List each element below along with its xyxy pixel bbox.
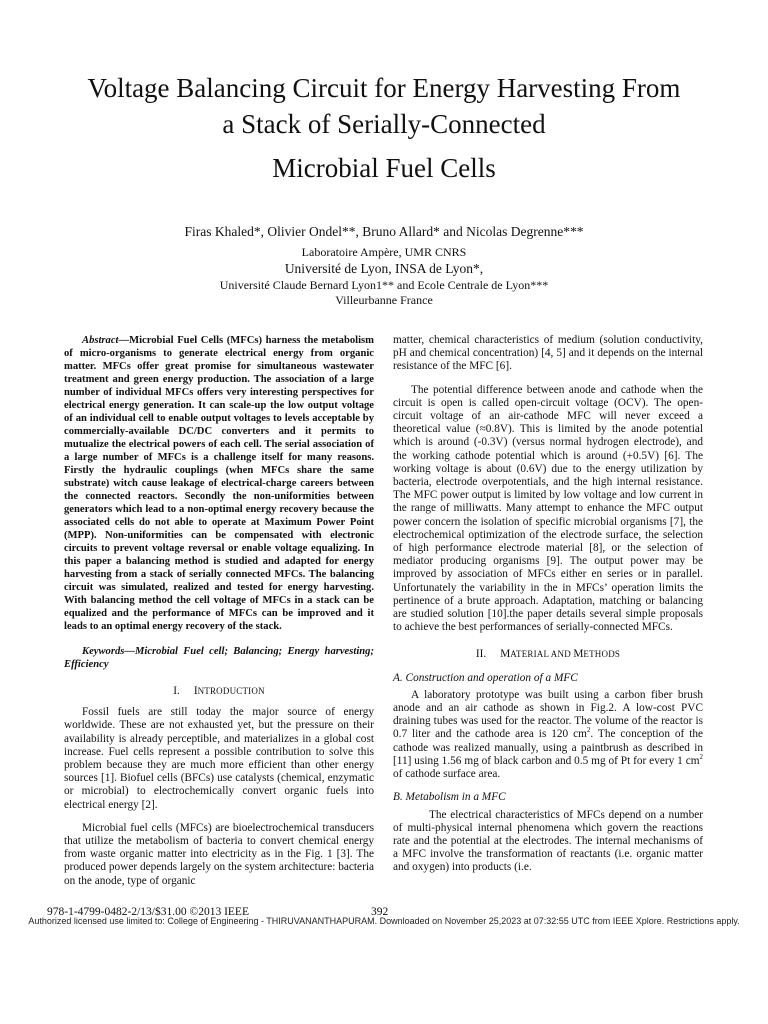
author-university: Université de Lyon, INSA de Lyon*,	[284, 261, 484, 276]
author-lab: Laboratoire Ampère, UMR CNRS	[301, 245, 467, 259]
right-paragraph-0: matter, chemical characteristics of medium (solution conductivity, pH and chemical concentration) [4, 5] and it depends on the internal resistance of the MFC [6].	[393, 334, 703, 373]
abstract-lead: Abstract	[82, 335, 119, 346]
intro-paragraph-1: Fossil fuels are still today the major source of energy worldwide. These are not exhausted yet, but the pressure on their availability is already perceptible, and materializes in a global cost increase. Fuel cells represent a possible contribution to solve this problem because they are much more efficient than other energy sources [1]. Biofuel cells (BFCs) use catalysts (chemical, enzymatic or microbial) to electrochemically convert organic fuels into electrical energy [2].	[64, 706, 374, 811]
section-title-rest: ETHODS	[583, 649, 621, 660]
isbn-copyright: 978-1-4799-0482-2/13/$31.00 ©2013 IEEE	[47, 906, 249, 918]
paper-title	[40, 70, 728, 186]
abstract	[64, 334, 374, 633]
title-line-3: Microbial Fuel Cells	[272, 153, 496, 183]
author-city: Villeurbanne France	[335, 293, 433, 307]
section-title-initial-2: M	[573, 648, 584, 661]
section-title-initial: I	[193, 685, 198, 697]
methods-paragraph-b: The electrical characteristics of MFCs depend on a number of multi-physical internal phenomena which govern the reactions rate and the potential at the electrodes. The internal mechanisms of a MFC involve the transformation of reactants (i.e. organic matter and oxygen) into products (i.e.	[393, 808, 703, 874]
section-heading-methods	[393, 648, 703, 661]
page-number: 392	[371, 906, 389, 918]
abstract-text: —Microbial Fuel Cells (MFCs) harness the metabolism of micro-organisms to generate electrical energy from organic matter. MFCs offer great promise for simultaneous wastewater treatment and green energy production. The association of a large number of individual MFCs offers very interesting perspectives for electrical energy generation. It can scale-up the low output voltage of an individual cell to enable output voltages to levels acceptable by commercially-available DC/DC converters and it permits to mutualize the electrical powers of each cell. The serial association of a large number of MFCs is a challenge itself for many reasons. Firstly the hydraulic couplings (when MFCs share the same substrate) witch cause leakage of electrical-charge careers between the connected reactors. Secondly the non-uniformities between generators which lead to a non-optimal energy recovery because the associated cells do not able to operate at Maximum Power Point (MPP). Non-uniformities can be compensated with electronic circuits to prevent voltage reversal or enable voltage equalizing. In this paper a balancing method is studied and adapted for energy harvesting from a stack of serially connected MFCs. The balancing circuit was simulated, realized and tested for energy harvesting. With balancing method the cell voltage of MFCs in a stack can be equalized and the performance of MFCs can be improved and it leads to an optimal energy recovery of the stack.	[64, 335, 374, 632]
section-heading-introduction	[64, 685, 374, 698]
methods-text-2: . The conception of the cathode was realized manually, using a paintbrush as described in [11] using 1.56 mg of black carbon and 0.5 mg of Pt for every 1 cm	[393, 728, 703, 767]
right-paragraph-1: The potential difference between anode and cathode when the circuit is open is called open-circuit voltage (OCV). The open-circuit voltage of an air-cathode MFC will never exceed a theoretical value (≈0.8V). This is limited by the anode potential which is around (-0.3V) (versus normal hydrogen electrode), and the working cathode potential which is around (+0.5V) [6]. The working voltage is about (0.6V) due to the energy utilization by bacteria, electrode overpotentials, and the high internal resistance. The MFC power output is limited by low voltage and low current in the range of milliwatts. Many attempt to enhance the MFC output power concern the isolation of specific microbial organisms [7], the electrochemical optimization of the electrode surface, the selection of high performance electrode material [8], or the selection of mediator producing organisms [9]. The output power may be improved by association of MFCs either en series or in parallel. Unfortunately the variability in the in MFCs’ operation limits the pertinence of a brute approach. Adaptation, matching or balancing are studied solution [10].the paper details several simple proposals to achieve the best performances of serially-connected MFCs.	[393, 383, 703, 634]
keywords: Keywords—Microbial Fuel cell; Balancing; Energy harvesting; Efficiency	[64, 646, 374, 670]
section-title-mid: ATERIAL AND	[510, 649, 574, 660]
methods-text-1: A laboratory prototype was built using a carbon fiber brush anode and an air cathode as shown in Fig.2. A low-cost PVC draining tubes was used for the reactor. The volume of the reactor is 0.7 liter and the cathode area is 120 cm	[393, 688, 703, 741]
section-title-rest: NTRODUCTION	[197, 686, 265, 696]
title-line-1: Voltage Balancing Circuit for Energy Harvesting From	[87, 73, 681, 103]
right-column	[393, 334, 703, 875]
methods-paragraph-a	[393, 689, 703, 781]
author-university-2: Université Claude Bernard Lyon1** and Ecole Centrale de Lyon***	[219, 278, 549, 292]
title-line-2: a Stack of Serially-Connected	[222, 109, 546, 139]
author-names: Firas Khaled*, Olivier Ondel**, Bruno Allard* and Nicolas Degrenne***	[184, 224, 584, 239]
left-column	[64, 334, 374, 888]
superscript: 2	[699, 753, 703, 762]
license-notice: Authorized licensed use limited to: College of Engineering - THIRUVANANTHAPURAM. Downloaded on November 25,2023 at 07:32:55 UTC from IEEE Xplore. Restrictions apply.	[28, 916, 740, 926]
author-block	[40, 223, 728, 308]
superscript: 2	[586, 726, 591, 735]
methods-text-3: of cathode surface area.	[393, 768, 501, 781]
section-number: II.	[475, 648, 487, 661]
subsection-heading-b: B. Metabolism in a MFC	[393, 791, 506, 804]
section-number: I.	[173, 685, 180, 697]
subsection-heading-a: A. Construction and operation of a MFC	[393, 671, 578, 684]
intro-paragraph-2: Microbial fuel cells (MFCs) are bioelectrochemical transducers that utilize the metabolism of bacteria to convert chemical energy from waste organic matter into electricity as in the Fig. 1 [3]. The produced power depends largely on the system architecture: bacteria on the anode, type of organic	[64, 821, 374, 887]
section-title-initial: M	[500, 648, 511, 661]
